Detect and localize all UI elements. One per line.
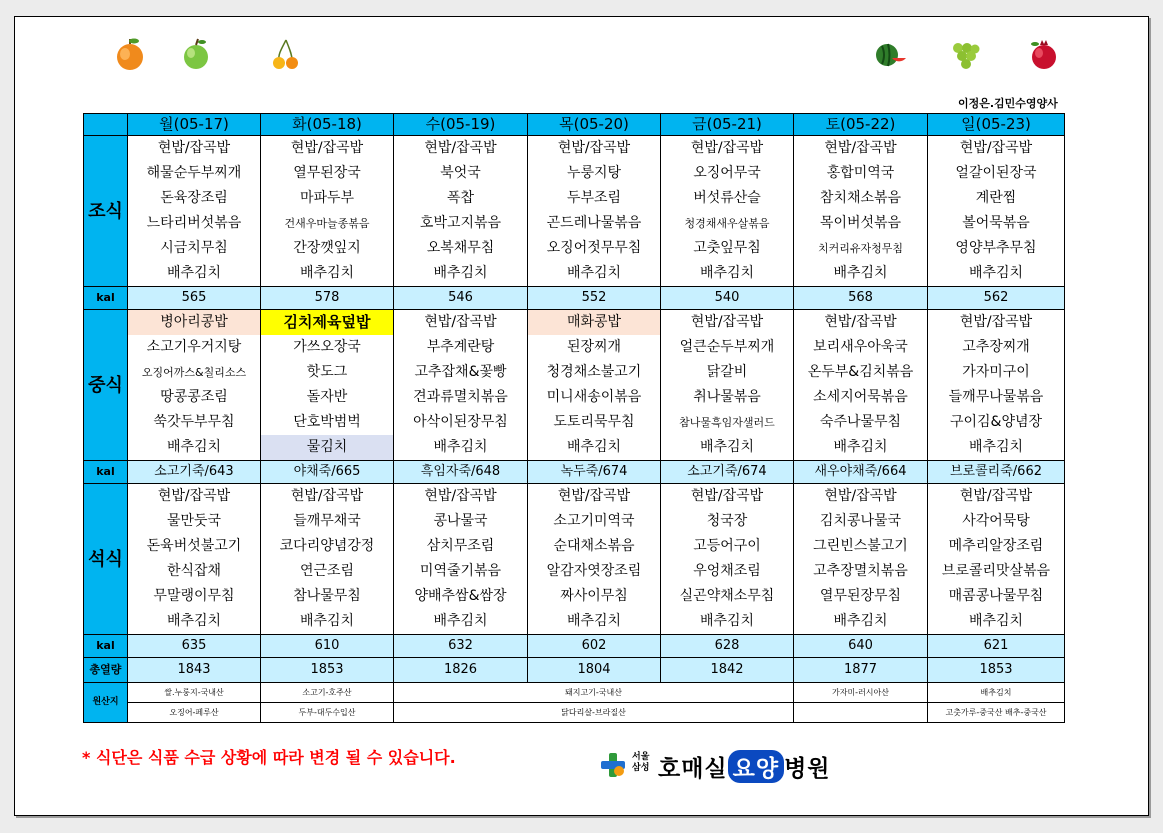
menu-item: 배추김치: [661, 261, 794, 287]
menu-item: 미역줄기볶음: [394, 559, 528, 584]
origin-empty: [794, 703, 928, 723]
menu-row: [84, 559, 1065, 584]
menu-item: 부추계란탕: [394, 335, 528, 360]
total-value: 1843: [128, 658, 261, 683]
menu-item: 미니새송이볶음: [528, 385, 661, 410]
menu-item: 구이김&양념장: [928, 410, 1065, 435]
menu-item: 김치콩나물국: [794, 509, 928, 534]
menu-item: 버섯류산슬: [661, 186, 794, 211]
menu-item: 우엉채조림: [661, 559, 794, 584]
menu-item: 아삭이된장무침: [394, 410, 528, 435]
kal-value: 소고기죽/674: [661, 461, 794, 484]
menu-item: 김치제육덮밥: [261, 310, 394, 336]
menu-item: 배추김치: [794, 435, 928, 461]
menu-item: 현밥/잡곡밥: [794, 310, 928, 336]
menu-item: 현밥/잡곡밥: [128, 136, 261, 162]
menu-item: 호박고지볶음: [394, 211, 528, 236]
menu-item: 가쓰오장국: [261, 335, 394, 360]
menu-row: [84, 360, 1065, 385]
hospital-region: [632, 752, 649, 774]
origin-item: 두부-대두수입산: [261, 703, 394, 723]
menu-item: 온두부&김치볶음: [794, 360, 928, 385]
hospital-logo: [600, 750, 930, 780]
menu-item: 단호박범벅: [261, 410, 394, 435]
menu-item: 가자미구이: [928, 360, 1065, 385]
origin-item: 소고기-호주산: [261, 683, 394, 703]
menu-item: 들깨무채국: [261, 509, 394, 534]
menu-row: [84, 261, 1065, 287]
menu-item: 소고기우거지탕: [128, 335, 261, 360]
hospital-region-2: 삼성: [632, 763, 650, 773]
menu-item: 곤드레나물볶음: [528, 211, 661, 236]
menu-item: 오징어젓무무침: [528, 236, 661, 261]
kal-value: 610: [261, 635, 394, 658]
menu-item: 열무된장무침: [794, 584, 928, 609]
menu-item: 배추김치: [394, 435, 528, 461]
total-value: 1877: [794, 658, 928, 683]
menu-item: 연근조림: [261, 559, 394, 584]
kal-value: 578: [261, 287, 394, 310]
menu-item: 오징어무국: [661, 161, 794, 186]
peach-icon: [112, 36, 148, 72]
menu-item: 콩나물국: [394, 509, 528, 534]
menu-item: 현밥/잡곡밥: [794, 484, 928, 510]
menu-item: 도토리묵무침: [528, 410, 661, 435]
menu-item: 코다리양념강정: [261, 534, 394, 559]
origin-item: 가자미-러시아산: [794, 683, 928, 703]
kal-value: 546: [394, 287, 528, 310]
menu-item: 청경채새우살볶음: [661, 211, 794, 236]
menu-item: 배추김치: [128, 261, 261, 287]
menu-item: 매콤콩나물무침: [928, 584, 1065, 609]
menu-item: 견과류멸치볶음: [394, 385, 528, 410]
menu-item: 돌자반: [261, 385, 394, 410]
menu-item: 고등어구이: [661, 534, 794, 559]
menu-item: 현밥/잡곡밥: [794, 136, 928, 162]
day-header-row: [84, 114, 1065, 136]
day-header: 월(05-17): [128, 114, 261, 136]
menu-row: [84, 509, 1065, 534]
kal-value: 562: [928, 287, 1065, 310]
day-header: 목(05-20): [528, 114, 661, 136]
menu-item: 오징어까스&칠리소스: [128, 360, 261, 385]
menu-item: 배추김치: [394, 261, 528, 287]
menu-row: [84, 186, 1065, 211]
apple-icon: [178, 36, 214, 72]
menu-item: 배추김치: [394, 609, 528, 635]
menu-row: [84, 211, 1065, 236]
menu-item: 배추김치: [928, 261, 1065, 287]
weekly-menu-table: [83, 113, 1065, 723]
menu-item: 쑥갓두부무침: [128, 410, 261, 435]
kal-value: 602: [528, 635, 661, 658]
kal-value: 565: [128, 287, 261, 310]
menu-item: 브로콜리맛살볶음: [928, 559, 1065, 584]
total-value: 1853: [928, 658, 1065, 683]
menu-item: 현밥/잡곡밥: [261, 136, 394, 162]
menu-item: 오복채무침: [394, 236, 528, 261]
day-header: 일(05-23): [928, 114, 1065, 136]
menu-item: 들깨무나물볶음: [928, 385, 1065, 410]
menu-item: 얼갈이된장국: [928, 161, 1065, 186]
breakfast-label: 조식: [84, 136, 128, 287]
menu-item: 물만둣국: [128, 509, 261, 534]
menu-item: 배추김치: [661, 435, 794, 461]
origin-label: 원산지: [84, 683, 128, 723]
menu-item: 양배추쌈&쌈장: [394, 584, 528, 609]
menu-item: 숙주나물무침: [794, 410, 928, 435]
menu-item: 돈육버섯불고기: [128, 534, 261, 559]
total-value: 1853: [261, 658, 394, 683]
menu-item: 배추김치: [528, 435, 661, 461]
kal-label: kal: [84, 461, 128, 484]
kal-value: 녹두죽/674: [528, 461, 661, 484]
menu-item: 배추김치: [528, 261, 661, 287]
kal-row: [84, 635, 1065, 658]
menu-item: 한식잡채: [128, 559, 261, 584]
menu-item: 돈육장조림: [128, 186, 261, 211]
menu-item: 짜사이무침: [528, 584, 661, 609]
menu-item: 현밥/잡곡밥: [928, 136, 1065, 162]
menu-item: 간장깻잎지: [261, 236, 394, 261]
origin-item: 돼지고기-국내산: [394, 683, 794, 703]
hospital-name: [658, 750, 831, 783]
kal-value: 635: [128, 635, 261, 658]
menu-item: 영양부추무침: [928, 236, 1065, 261]
menu-item: 배추김치: [928, 435, 1065, 461]
kal-value: 브로콜리죽/662: [928, 461, 1065, 484]
day-header: 금(05-21): [661, 114, 794, 136]
menu-item: 얼큰순두부찌개: [661, 335, 794, 360]
kal-value: 540: [661, 287, 794, 310]
menu-item: 현밥/잡곡밥: [394, 136, 528, 162]
dietitian-name: 이정은.김민수영양사: [958, 97, 1058, 110]
watermelon-icon: [872, 36, 908, 72]
origin-item: 배추김치: [928, 683, 1065, 703]
kal-value: 640: [794, 635, 928, 658]
origin-row: [84, 703, 1065, 723]
menu-row: [84, 584, 1065, 609]
total-value: 1842: [661, 658, 794, 683]
menu-item: 마파두부: [261, 186, 394, 211]
menu-item: 보리새우아욱국: [794, 335, 928, 360]
menu-item: 현밥/잡곡밥: [528, 136, 661, 162]
kal-row: [84, 287, 1065, 310]
menu-item: 볼어묵볶음: [928, 211, 1065, 236]
menu-item: 소세지어묵볶음: [794, 385, 928, 410]
menu-item: 소고기미역국: [528, 509, 661, 534]
kal-value: 568: [794, 287, 928, 310]
menu-item: 현밥/잡곡밥: [928, 310, 1065, 336]
change-notice: * 식단은 식품 수급 상황에 따라 변경 될 수 있습니다.: [82, 748, 456, 767]
menu-item: 현밥/잡곡밥: [261, 484, 394, 510]
menu-row: [84, 435, 1065, 461]
menu-item: 매화콩밥: [528, 310, 661, 336]
kal-label: kal: [84, 635, 128, 658]
menu-item: 배추김치: [661, 609, 794, 635]
menu-item: 참나물흑임자샐러드: [661, 410, 794, 435]
menu-item: 계란찜: [928, 186, 1065, 211]
menu-item: 배추김치: [261, 609, 394, 635]
menu-item: 알감자엿장조림: [528, 559, 661, 584]
origin-item: 쌀.누룽지-국내산: [128, 683, 261, 703]
menu-row: [84, 609, 1065, 635]
menu-item: 목이버섯볶음: [794, 211, 928, 236]
menu-row: [84, 161, 1065, 186]
menu-item: 배추김치: [928, 609, 1065, 635]
hospital-name-a: 호매실: [658, 756, 728, 782]
menu-row: [84, 136, 1065, 162]
menu-item: 무말랭이무침: [128, 584, 261, 609]
menu-item: 취나물볶음: [661, 385, 794, 410]
menu-item: 현밥/잡곡밥: [928, 484, 1065, 510]
menu-item: 고추장멸치볶음: [794, 559, 928, 584]
menu-item: 사각어묵탕: [928, 509, 1065, 534]
menu-item: 시금치무침: [128, 236, 261, 261]
origin-item: 오징어-페루산: [128, 703, 261, 723]
origin-item: 닭다리살-브라질산: [394, 703, 794, 723]
menu-item: 현밥/잡곡밥: [528, 484, 661, 510]
hospital-cross-icon: [600, 752, 626, 778]
cherry-icon: [268, 36, 304, 72]
menu-item: 순대채소볶음: [528, 534, 661, 559]
menu-item: 고추장찌개: [928, 335, 1065, 360]
menu-item: 고추잡채&꽃빵: [394, 360, 528, 385]
menu-item: 참나물무침: [261, 584, 394, 609]
menu-row: [84, 534, 1065, 559]
total-label: 총열량: [84, 658, 128, 683]
menu-item: 핫도그: [261, 360, 394, 385]
menu-item: 두부조림: [528, 186, 661, 211]
menu-item: 배추김치: [528, 609, 661, 635]
day-header: 수(05-19): [394, 114, 528, 136]
menu-row: [84, 335, 1065, 360]
menu-item: 고춧잎무침: [661, 236, 794, 261]
menu-item: 현밥/잡곡밥: [128, 484, 261, 510]
hospital-region-1: 서울: [632, 752, 650, 762]
menu-row: [84, 385, 1065, 410]
day-header: 토(05-22): [794, 114, 928, 136]
menu-item: 홍합미역국: [794, 161, 928, 186]
kal-value: 621: [928, 635, 1065, 658]
menu-item: 느타리버섯볶음: [128, 211, 261, 236]
kal-value: 628: [661, 635, 794, 658]
menu-item: 물김치: [261, 435, 394, 461]
kal-value: 소고기죽/643: [128, 461, 261, 484]
origin-row: [84, 683, 1065, 703]
menu-item: 삼치무조림: [394, 534, 528, 559]
kal-value: 552: [528, 287, 661, 310]
dinner-label: 석식: [84, 484, 128, 635]
menu-item: 병아리콩밥: [128, 310, 261, 336]
menu-item: 땅콩콩조림: [128, 385, 261, 410]
menu-item: 해물순두부찌개: [128, 161, 261, 186]
menu-item: 치커리유자청무침: [794, 236, 928, 261]
kal-row: [84, 461, 1065, 484]
menu-item: 배추김치: [794, 261, 928, 287]
menu-item: 닭갈비: [661, 360, 794, 385]
menu-item: 북엇국: [394, 161, 528, 186]
total-calorie-row: [84, 658, 1065, 683]
menu-item: 실곤약채소무침: [661, 584, 794, 609]
menu-item: 배추김치: [128, 609, 261, 635]
origin-item: 고춧가루-중국산 배추-중국산: [928, 703, 1065, 723]
menu-row: [84, 310, 1065, 336]
menu-item: 건새우마늘종볶음: [261, 211, 394, 236]
menu-row: [84, 410, 1065, 435]
kal-value: 새우야채죽/664: [794, 461, 928, 484]
menu-row: [84, 236, 1065, 261]
menu-item: 메추리알장조림: [928, 534, 1065, 559]
menu-item: 폭찹: [394, 186, 528, 211]
menu-item: 열무된장국: [261, 161, 394, 186]
total-value: 1804: [528, 658, 661, 683]
menu-item: 배추김치: [794, 609, 928, 635]
hospital-name-c: 병원: [784, 756, 831, 782]
menu-item: 청국장: [661, 509, 794, 534]
menu-item: 현밥/잡곡밥: [394, 484, 528, 510]
menu-item: 그린빈스불고기: [794, 534, 928, 559]
kal-value: 632: [394, 635, 528, 658]
day-header: 화(05-18): [261, 114, 394, 136]
menu-item: 현밥/잡곡밥: [661, 136, 794, 162]
hospital-name-b: 요양: [728, 750, 784, 783]
menu-row: [84, 484, 1065, 510]
menu-item: 된장찌개: [528, 335, 661, 360]
menu-item: 배추김치: [128, 435, 261, 461]
total-value: 1826: [394, 658, 528, 683]
header-corner: [84, 114, 128, 136]
menu-item: 배추김치: [261, 261, 394, 287]
kal-value: 흑임자죽/648: [394, 461, 528, 484]
menu-item: 누룽지탕: [528, 161, 661, 186]
lunch-label: 중식: [84, 310, 128, 461]
kal-value: 야채죽/665: [261, 461, 394, 484]
pomegranate-icon: [1026, 36, 1062, 72]
menu-item: 현밥/잡곡밥: [661, 310, 794, 336]
kal-label: kal: [84, 287, 128, 310]
menu-item: 청경채소불고기: [528, 360, 661, 385]
menu-item: 현밥/잡곡밥: [661, 484, 794, 510]
grape-icon: [946, 36, 982, 72]
menu-item: 참치채소볶음: [794, 186, 928, 211]
menu-item: 현밥/잡곡밥: [394, 310, 528, 336]
